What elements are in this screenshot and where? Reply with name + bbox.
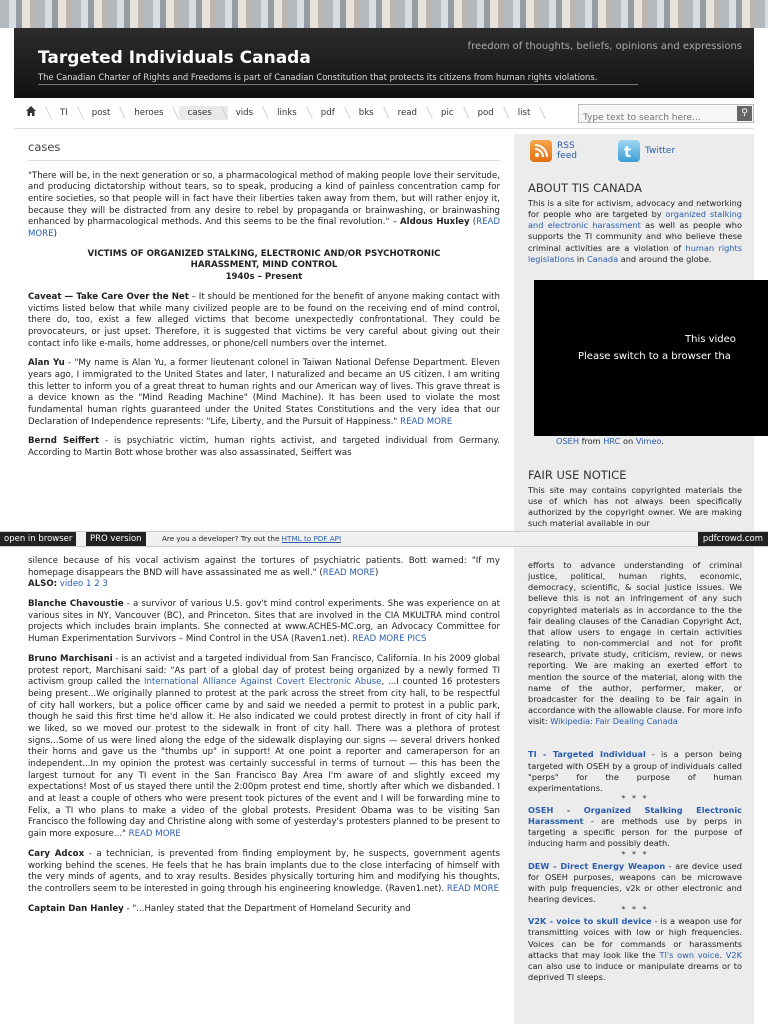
bernd-seiffert-continued: silence because of his vocal activism against the tortures of psychiatric patients. Bott warned: "If my homepage disappears the BND will have assassinated me as well." (READ MORE) ALSO: video 1 2 3 bbox=[28, 556, 500, 590]
caveat-paragraph: Caveat — Take Care Over the Net – It should be mentioned for the benefit of anyone making contact with victims listed below that while many civilized people are to be found on the receiving end of mind control, there do, too, exist a few alleged victims that become unexpectedly confrontational. They could be provocateurs, or just upset. Therefore, it is suggested that victims be very careful about giving out their contact info like e-mails, home addresses, or phone/cell numbers over the internet. bbox=[28, 291, 500, 349]
pdfcrowd-bar bbox=[0, 531, 768, 547]
dan-hanley-name: Captain Dan Hanley bbox=[28, 903, 124, 914]
separator-stars: * * * bbox=[621, 849, 649, 859]
quote-read-more-link[interactable]: READ MORE bbox=[28, 217, 500, 240]
caveat-title: Caveat — Take Care Over the Net bbox=[28, 291, 189, 302]
video-caption: OSEH from HRC on Vimeo. bbox=[556, 436, 664, 446]
rss-feed-link[interactable]: RSS feed bbox=[530, 140, 577, 162]
oseh-video-link[interactable]: OSEH bbox=[556, 436, 579, 446]
iaace-link[interactable]: International Alliance Against Covert Electronic Abuse bbox=[143, 677, 382, 688]
twitter-link[interactable]: t Twitter bbox=[618, 140, 675, 162]
term-ti: TI - Targeted Individual bbox=[528, 749, 646, 760]
fair-use-text-continued: efforts to advance understanding of criminal justice, political, human rights, economic, democracy, scientific, & social justice issues. We believe this is not an infringement of any such copyrighted materials as in accordance to the the fair dealing clauses of the Canadian Copyright Act, that allow users to engage in certain activities relating to non-commercial and not for profit research, private study, criticism, review, or news reporting. We are making an exerted effort to mention the source of the material, along with the name of the author, performer, maker, or broadcaster for the dealing to be fair again in accordance with the allowable clause. For more info visit: Wikipedia: Fair Dealing Canada bbox=[528, 560, 742, 727]
sidebar-continued bbox=[528, 560, 742, 983]
site-header bbox=[14, 28, 754, 98]
nav-item-vids[interactable]: vids bbox=[228, 106, 269, 120]
alan-yu-read-more-link[interactable]: READ MORE bbox=[400, 416, 453, 427]
page-title: cases bbox=[28, 140, 500, 161]
huxley-quote: "There will be, in the next generation or so, a pharmacological method of making people love their servitude, and producing dictatorship without tears, so to speak, producing a kind of painless concentration camp for entire societies, so that people will in fact have their liberties taken away from them, but will rather enjoy it, because they will be distracted from any desire to rebel by propaganda or brainwashing, or brainwashing enhanced by pharmacological methods. And this seems to be the final revolution." – Aldous Huxley (READ MORE) bbox=[28, 170, 500, 240]
canada-link[interactable]: Canada bbox=[586, 253, 619, 264]
site-description: The Canadian Charter of Rights and Freedoms is part of Canadian Constitution that protects its citizens from human rights violations. bbox=[38, 72, 638, 85]
bruno-marchisani-entry: Bruno Marchisani - is an activist and a targeted individual from San Francisco, California. In his 2009 global protest report, Marchisani said: "As part of a global day of protest being organized by a newly formed TI activism group called the International Alliance Against Covert Electronic Abuse, ...I counted 16 protesters being present...We originally planned to protest at the park across the street from city hall, to be respectful of city hall workers, but a police officer came by and said we needed a permit to protest in a public park, though he said this first time he'd allow it. He also indicated we could protest directly in front of city hall if we liked, so we moved our protest to the sidewalk in front of city hall. There was a plethora of protest signs...Some of us were lined along the edge of the sidewalk displaying our signs — several drivers honked their horns and gave us the "thumbs up" in support! At one point a reporter and cameraperson for an independent...In my opinion the protest was certainly successful in terms of turnout — this has been the largest turnout for any TI event in the San Francisco Bay Area I'm aware of and slightly exceed my expectations! Most of us stayed there until the 2:00pm protest end time, shortly after which we disbanded. I and at least a couple of others who were present took pictures of the event and I will be forwarding mine to Felix, a TI who plans to make a video of the global protests. President Obama was to be visiting San Francisco the following day and Christine along with some of yesterday's protesters planned to be present to gain more exposure..." READ MORE bbox=[28, 653, 500, 840]
organized-stalking-link[interactable]: organized stalking and electronic harassment bbox=[528, 209, 742, 231]
quote-author: Aldous Huxley bbox=[400, 217, 470, 228]
bernd-seiffert-entry: Bernd Seiffert - is psychiatric victim, human rights activist, and targeted individual from Germany. According to Martin Bott whose brother was also assassinated, Seiffert was bbox=[28, 436, 501, 459]
video-message-line2: Please switch to a browser tha bbox=[578, 351, 731, 362]
video-player[interactable] bbox=[534, 280, 768, 436]
definitions-widget bbox=[528, 749, 742, 983]
bruno-read-more-link[interactable]: READ MORE bbox=[128, 829, 181, 840]
cary-read-more-link[interactable]: READ MORE bbox=[446, 883, 500, 894]
developer-promo: Are you a developer? Try out the HTML to PDF API bbox=[162, 534, 342, 543]
html-to-pdf-api-link[interactable]: HTML to PDF API bbox=[281, 534, 342, 543]
victims-section-title: VICTIMS OF ORGANIZED STALKING, ELECTRONIC AND/OR PSYCHOTRONIC HARASSMENT, MIND CONTROL 1940s – Present bbox=[87, 248, 441, 283]
definition-ti: TI - Targeted Individual - is a person being targeted with OSEH by a group of individuals called "perps" for the purpose of human experimentations. bbox=[528, 749, 742, 793]
blanche-read-more-link[interactable]: READ MORE PICS bbox=[352, 634, 427, 645]
nav-item-heroes[interactable]: heroes bbox=[126, 106, 179, 120]
hrc-link[interactable]: HRC bbox=[603, 436, 621, 446]
open-in-browser-button[interactable]: open in browser bbox=[0, 532, 76, 546]
term-dew: DEW - Direct Energy Weapon bbox=[528, 860, 666, 871]
vimeo-link[interactable]: Vimeo bbox=[635, 436, 662, 446]
bernd-seiffert-name: Bernd Seiffert bbox=[28, 436, 100, 447]
main-content bbox=[28, 140, 500, 468]
nav-item-list[interactable]: list bbox=[510, 106, 547, 120]
nav-item-pod[interactable]: pod bbox=[470, 106, 510, 120]
fair-use-text: This site may contains copyrighted materials the use of which has not always been specifically authorized by the copyright owner. We are making such material available in our bbox=[528, 485, 742, 529]
definition-dew: DEW - Direct Energy Weapon - are device used for OSEH purposes, weapons can be microwave with pulp frequencies, v2k or other electronic and hearing devices. bbox=[528, 860, 742, 905]
alan-yu-name: Alan Yu bbox=[28, 358, 65, 369]
photo-strip-banner bbox=[0, 0, 768, 28]
cary-adcox-name: Cary Adcox bbox=[28, 848, 85, 859]
v2k-link[interactable]: V2K bbox=[725, 949, 742, 960]
about-text: This is a site for activism, advocacy and networking for people who are targeted by organized stalking and electronic harassment as well as people who supports the TI community and who believe these criminal activities are a violation of human rights legislations in Canada and around the globe. bbox=[528, 198, 743, 264]
nav-item-ti[interactable]: TI bbox=[52, 106, 84, 120]
video-links[interactable]: video 1 2 3 bbox=[59, 579, 108, 590]
nav-item-bks[interactable]: bks bbox=[351, 106, 390, 120]
site-tagline: freedom of thoughts, beliefs, opinions and expressions bbox=[467, 41, 742, 52]
definition-oseh: OSEH - Organized Stalking Electronic Harassment - are methods use by perps in targeting a specific person for the purpose of inducing harm and possibly death. bbox=[528, 804, 742, 849]
separator-stars: * * * bbox=[621, 905, 649, 915]
also-label: ALSO: bbox=[28, 579, 58, 590]
nav-item-pdf[interactable]: pdf bbox=[313, 106, 351, 120]
fair-use-widget bbox=[528, 468, 742, 530]
nav-item-links[interactable]: links bbox=[269, 106, 313, 120]
svg-text:t: t bbox=[624, 143, 632, 161]
bernd-read-more-link[interactable]: READ MORE bbox=[322, 567, 375, 578]
search-icon: ⚲ bbox=[741, 108, 748, 118]
term-oseh: OSEH - Organized Stalking Electronic Harassment bbox=[528, 804, 742, 827]
term-v2k: V2K - voice to skull device bbox=[528, 916, 652, 927]
home-nav-item[interactable] bbox=[22, 106, 52, 120]
definition-v2k: V2K - voice to skull device - is a weapon use for transmitting voices with low or high frequencies. Voices can be for commands or harassments attacks that may look like the TI's own voice. V2K can also use to induce or manipulate dreams or to deprived TI sleeps. bbox=[528, 916, 742, 982]
human-rights-link[interactable]: human rights legislations bbox=[528, 242, 743, 264]
site-title[interactable]: Targeted Individuals Canada bbox=[38, 48, 311, 68]
fair-dealing-link[interactable]: Wikipedia: Fair Dealing Canada bbox=[550, 716, 678, 727]
nav-item-read[interactable]: read bbox=[390, 106, 433, 120]
pro-version-button[interactable]: PRO version bbox=[86, 532, 146, 546]
cary-adcox-entry: Cary Adcox - a technician, is prevented from finding employment by, he suspects, government agents working behind the scenes. He feels that he has brain implants due to the close interfacing of himself with the very minds of agents, and to xray results. Besides physically torturing him and modifying his thoughts, the controllers seem to be interested in going through his engineering knowledge. (Raven1.net). READ MORE bbox=[28, 848, 500, 894]
search-box bbox=[578, 104, 754, 123]
blanche-chavoustie-name: Blanche Chavoustie bbox=[28, 599, 124, 610]
search-input[interactable] bbox=[579, 111, 735, 126]
alan-yu-entry: Alan Yu - "My name is Alan Yu, a former lieutenant colonel in Taiwan National Defense Department. Eleven years ago, I immigrated to the United States and later, I naturalized and became an US citizen. I am writing this letter to inform you of a great threat to human rights and our American way of lives. This grave threat is a device known as the "Mind Reading Machine" (Mind Machine). It has been used to violate the most fundamental human rights guaranteed under the United States Constitutions and the very idea that our Declaration of Independence represents: "Life, Liberty, and the Pursuit of Happiness." READ MORE bbox=[28, 358, 500, 427]
fair-use-title: FAIR USE NOTICE bbox=[528, 468, 627, 482]
tis-own-voice-link[interactable]: TI's own voice bbox=[659, 949, 720, 960]
twitter-icon bbox=[618, 140, 640, 162]
nav-item-pic[interactable]: pic bbox=[433, 106, 470, 120]
separator-stars: * * * bbox=[621, 793, 649, 803]
main-navigation bbox=[14, 98, 754, 129]
about-title: ABOUT TIS CANADA bbox=[528, 181, 642, 195]
pdfcrowd-brand[interactable]: pdfcrowd.com bbox=[698, 532, 768, 546]
about-widget bbox=[528, 181, 742, 265]
nav-item-post[interactable]: post bbox=[84, 106, 127, 120]
dan-hanley-entry: Captain Dan Hanley - "...Hanley stated that the Department of Homeland Security and bbox=[28, 903, 411, 914]
main-content-continued bbox=[28, 556, 500, 923]
rss-icon bbox=[530, 140, 552, 162]
video-message-line1: This video bbox=[685, 334, 736, 345]
home-icon bbox=[26, 106, 36, 116]
nav-item-cases[interactable]: cases bbox=[179, 106, 227, 120]
blanche-chavoustie-entry: Blanche Chavoustie - a survivor of various U.S. gov't mind control experiments. She was experience on at various sites in NY, Vancouver (BC), and Princeton. Sites that are involved in the CIA MKULTRA mind control projects which includes brain implants. She connected at www.ACHES-MC.org, an Advocacy Committee for Human Experimentation Survivors – Mind Control in the USA (Raven1.net). READ MORE PICS bbox=[28, 599, 501, 645]
bruno-marchisani-name: Bruno Marchisani bbox=[28, 653, 113, 664]
search-button[interactable] bbox=[737, 106, 752, 121]
